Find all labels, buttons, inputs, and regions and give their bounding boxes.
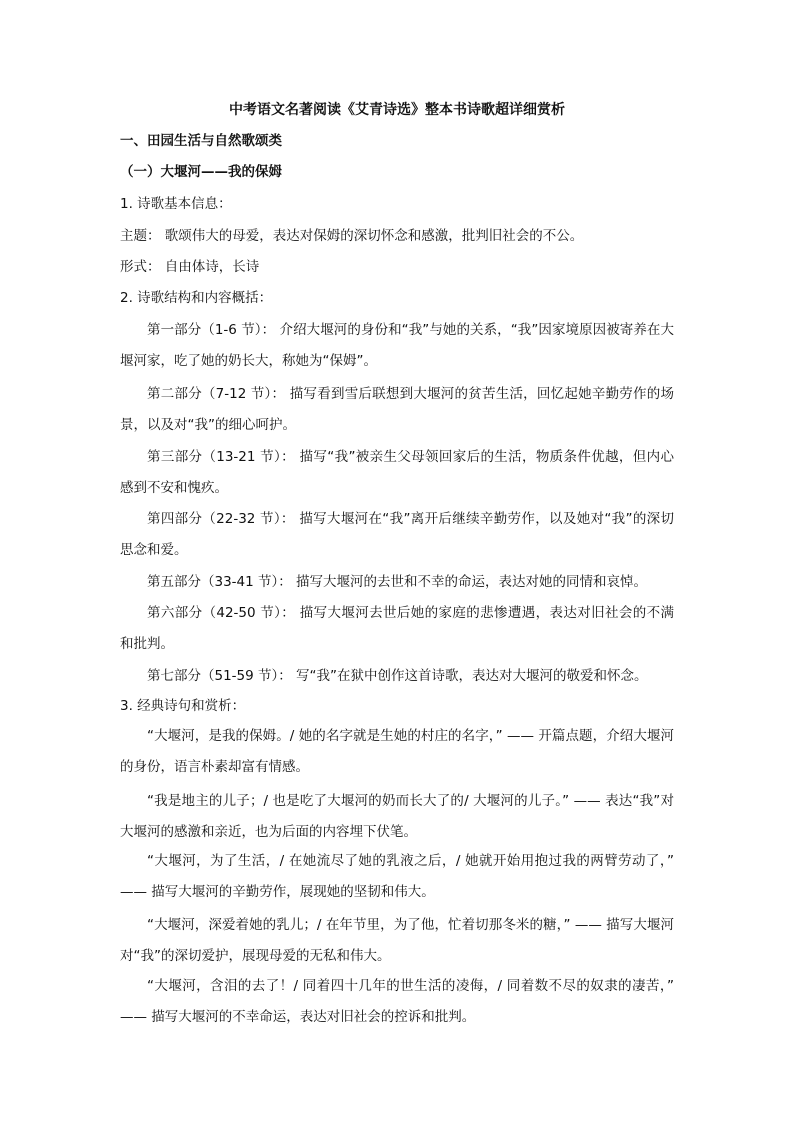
document-title: 中考语文名著阅读《艾青诗选》整本书诗歌超详细赏析 xyxy=(229,102,565,118)
structure-part-2: 第二部分（7-12 节）： 描写看到雪后联想到大堰河的贫苦生活，回忆起她辛勤劳作的场景，以及对“我”的细心呵护。 xyxy=(120,386,674,433)
structure-part-4: 第四部分（22-32 节）： 描写大堰河在“我”离开后继续辛勤劳作，以及她对“我”的深切思念和爱。 xyxy=(120,511,674,558)
structure-heading: 2. 诗歌结构和内容概括： xyxy=(120,290,273,306)
appreciation-1: “大堰河，是我的保姆。/ 她的名字就是生她的村庄的名字，” —— 开篇点题，介绍大堰河的身份，语言朴素却富有情感。 xyxy=(120,728,674,775)
section-heading: 一、田园生活与自然歌颂类 xyxy=(120,133,282,149)
structure-part-6: 第六部分（42-50 节）： 描写大堰河去世后她的家庭的悲惨遭遇，表达对旧社会的不满和批判。 xyxy=(120,605,674,652)
appreciation-3: “大堰河，为了生活，/ 在她流尽了她的乳液之后，/ 她就开始用抱过我的两臂劳动了，” —— 描写大堰河的辛勤劳作，展现她的坚韧和伟大。 xyxy=(120,853,674,900)
appreciation-heading: 3. 经典诗句和赏析： xyxy=(120,698,246,714)
structure-part-7: 第七部分（51-59 节）： 写“我”在狱中创作这首诗歌，表达对大堰河的敬爱和怀念。 xyxy=(147,668,648,684)
appreciation-2: “我是地主的儿子；/ 也是吃了大堰河的奶而长大了的/ 大堰河的儿子。” —— 表达“我”对大堰河的感激和亲近，也为后面的内容埋下伏笔。 xyxy=(120,793,674,840)
appreciation-5: “大堰河，含泪的去了！/ 同着四十几年的世生活的凌侮，/ 同着数不尽的奴隶的凄苦，” —— 描写大堰河的不幸命运，表达对旧社会的控诉和批判。 xyxy=(120,978,674,1025)
subsection-heading: （一）大堰河——我的保姆 xyxy=(120,164,282,180)
basic-info-heading: 1. 诗歌基本信息： xyxy=(120,196,232,212)
structure-part-1: 第一部分（1-6 节）： 介绍大堰河的身份和“我”与她的关系，“我”因家境原因被寄养在大堰河家，吃了她的奶长大，称她为“保姆”。 xyxy=(120,322,674,369)
form-line: 形式： 自由体诗，长诗 xyxy=(120,259,260,275)
structure-part-3: 第三部分（13-21 节）： 描写“我”被亲生父母领回家后的生活，物质条件优越，但内心感到不安和愧疚。 xyxy=(120,449,674,496)
theme-line: 主题： 歌颂伟大的母爱，表达对保姆的深切怀念和感激，批判旧社会的不公。 xyxy=(120,228,584,244)
structure-part-5: 第五部分（33-41 节）： 描写大堰河的去世和不幸的命运，表达对她的同情和哀悼。 xyxy=(147,574,648,590)
appreciation-4: “大堰河，深爱着她的乳儿；/ 在年节里，为了他，忙着切那冬米的糖，” —— 描写大堰河对“我”的深切爱护，展现母爱的无私和伟大。 xyxy=(120,917,674,964)
